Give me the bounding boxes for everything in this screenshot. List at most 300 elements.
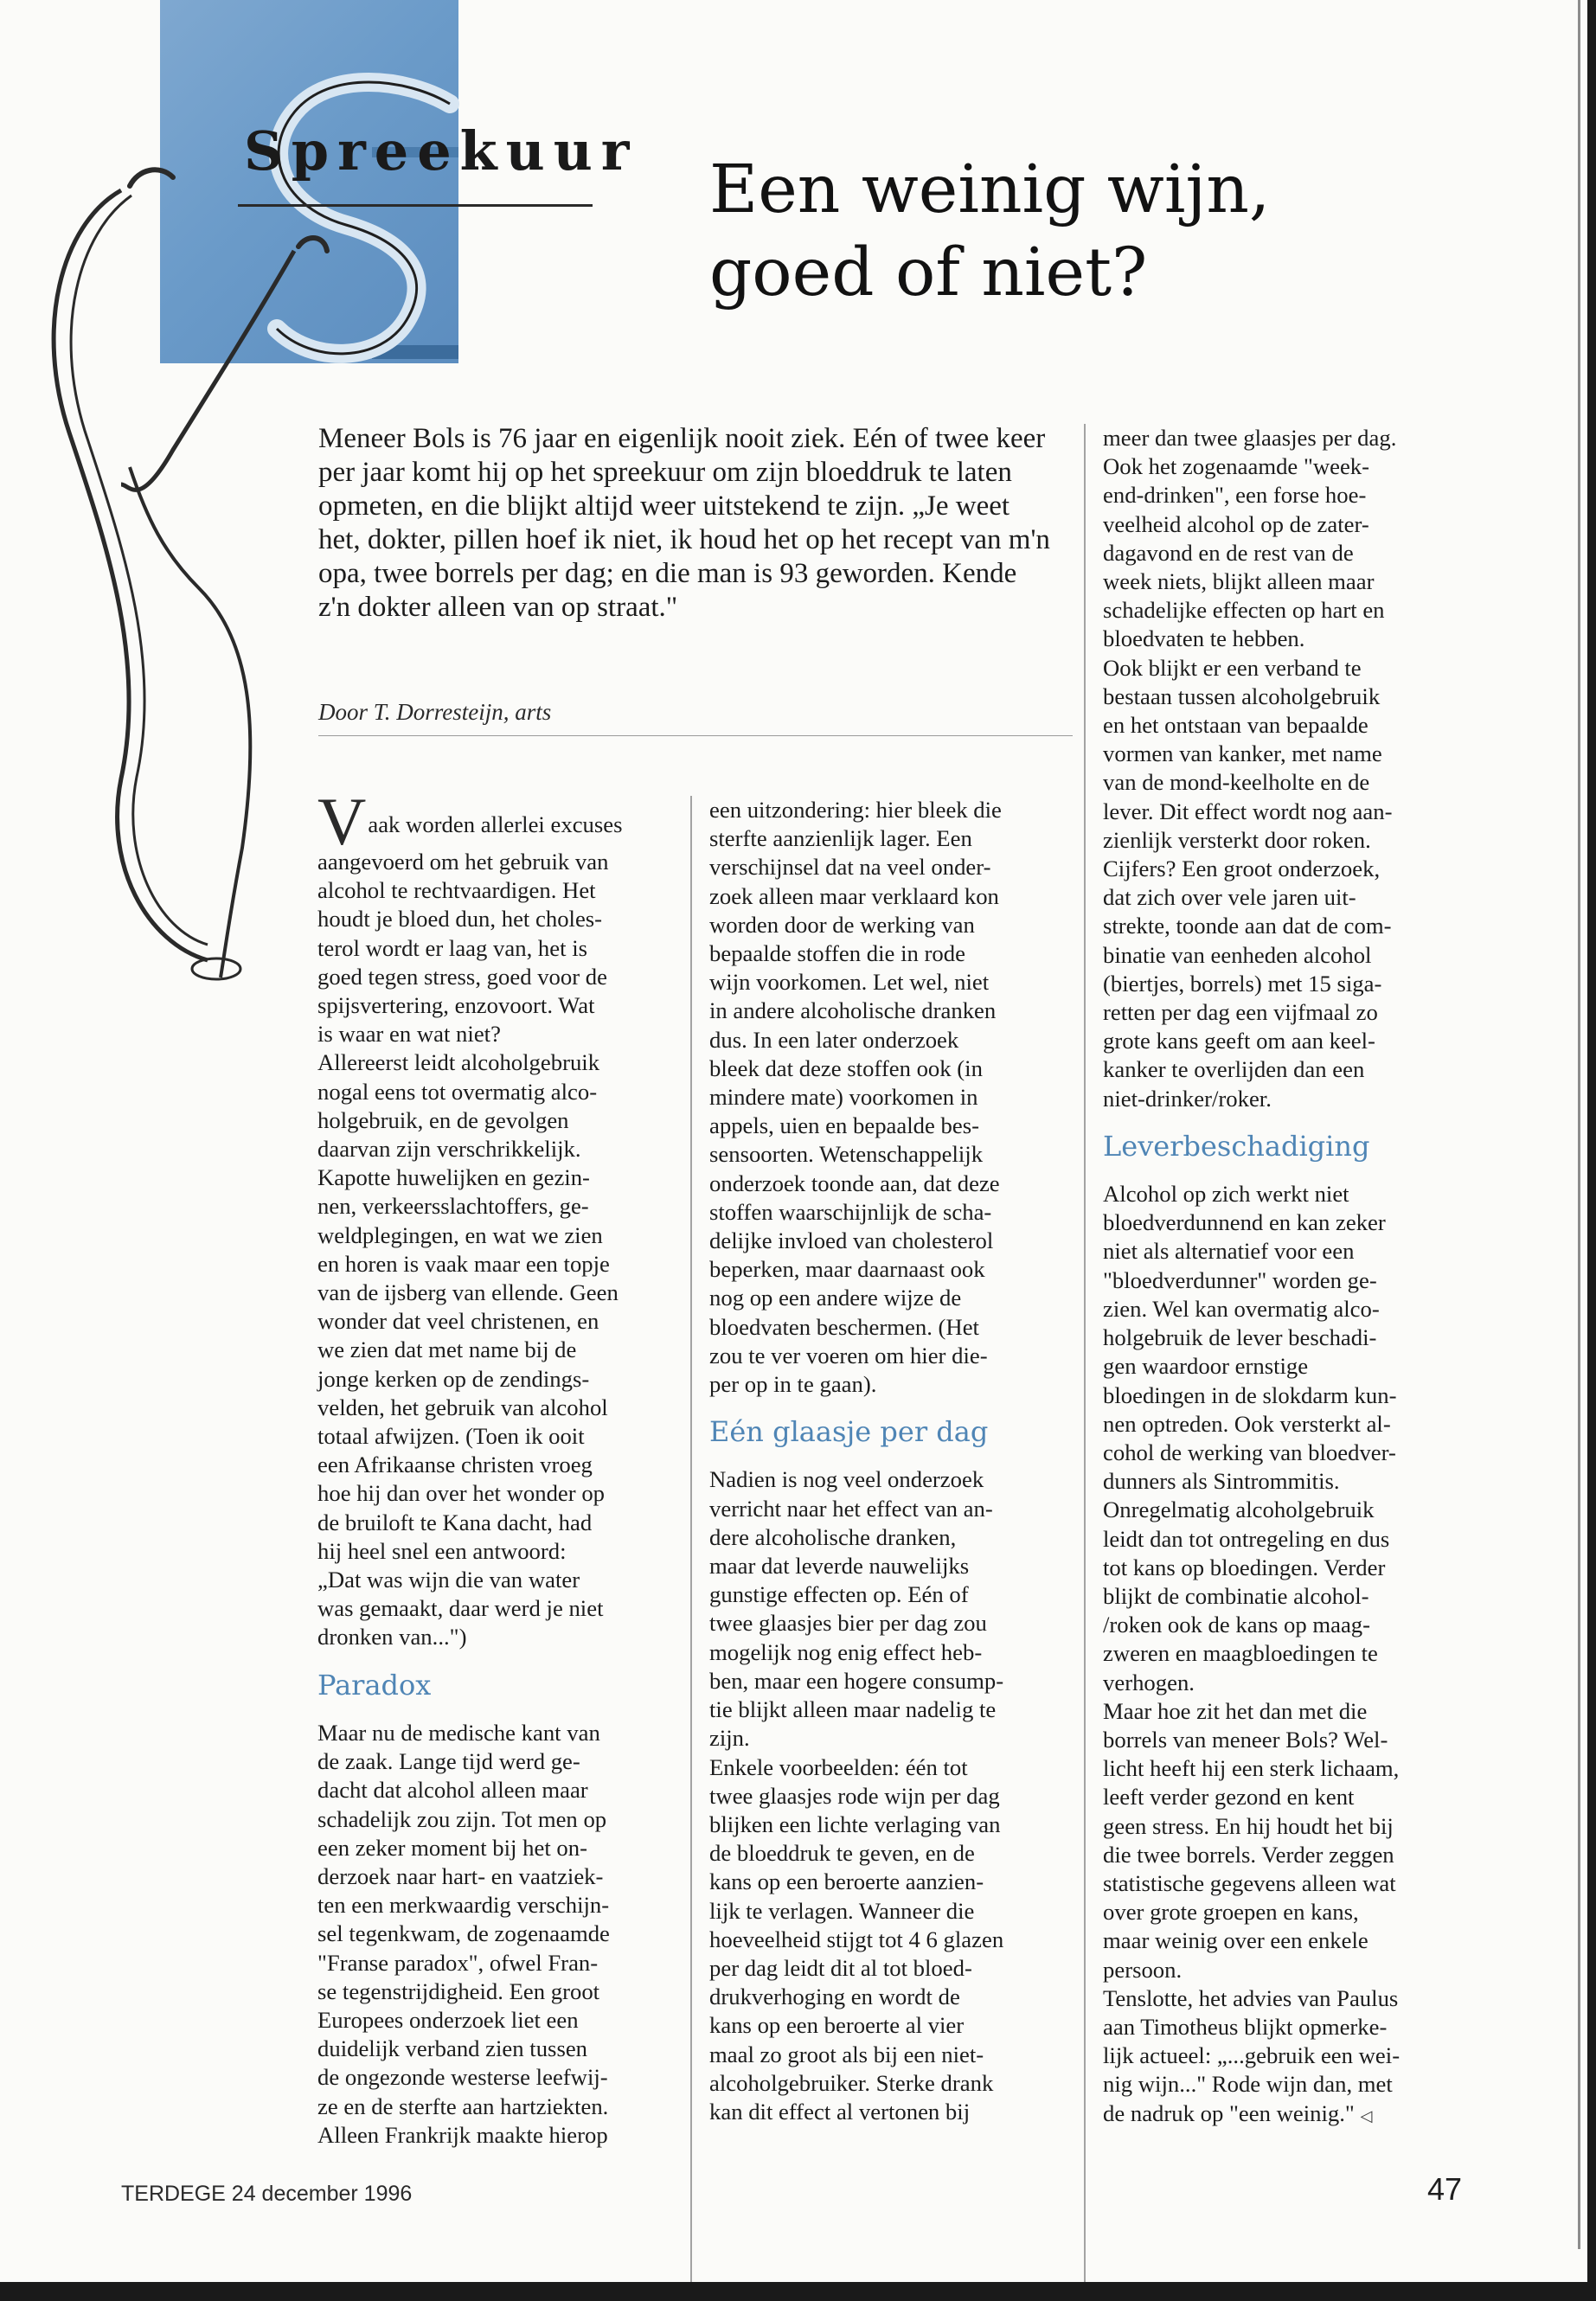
text-line [317,1078,663,1106]
text-line [709,1580,1055,1609]
stethoscope-left-tube [54,190,208,960]
text-line [1103,1525,1466,1554]
text-line-content: wijn voorkomen. Let wel, niet [709,969,990,996]
text-line [1103,1055,1466,1084]
text-line-content: geen stress. En hij houdt het bij [1103,1812,1394,1839]
text-line-content: aak worden allerlei excuses [368,811,623,837]
text-line-content: verricht naar het effect van an- [709,1495,993,1522]
text-line-content: kans op een beroerte aanzien- [709,1868,984,1895]
end-of-article-icon: ◁ [1360,2106,1373,2125]
text-line [1103,1554,1466,1582]
text-line [709,1695,1055,1724]
text-line [1103,2013,1466,2041]
text-line-content: houdt je bloed dun, het choles- [317,906,603,933]
text-line [709,824,1055,853]
text-line [317,1776,663,1804]
intro-paragraph: Meneer Bols is 76 jaar en eigenlijk nooit ziek. Eén of twee keer per jaar komt hij op het spreekuur om zijn bloeddruk te laten opmeten, en die blijkt altijd weer uitstekend te zijn. „Je weet het, dokter, pillen hoef ik niet, ik houd het op het recept van m'n opa, twee borrels per dag; en die man is 93 geworden. Kende z'n dokter alleen van op straat." [318,423,1050,623]
text-line [709,1897,1055,1926]
text-line-content: jonge kerken op de zendings- [317,1365,590,1392]
text-line [1103,798,1466,826]
text-line-content: lever. Dit effect wordt nog aan- [1103,798,1393,824]
text-line [1103,1669,1466,1697]
text-line-content: nen optreden. Ook versterkt al- [1103,1410,1391,1437]
text-line-content: Maar hoe zit het dan met die [1103,1697,1368,1724]
text-line [317,1365,663,1394]
text-line-content: blijkt de combinatie alcohol- [1103,1582,1369,1609]
text-line-content: een zeker moment bij het on- [317,1834,587,1861]
text-line [317,1949,663,1977]
text-line [1103,1496,1466,1524]
text-line [317,1719,663,1747]
text-line-content: dagavond en de rest van de [1103,539,1354,566]
text-line [709,939,1055,968]
text-line-content: per op in te gaan). [709,1371,877,1398]
text-line-content: Onregelmatig alcoholgebruik [1103,1497,1375,1523]
text-line-content: binatie van eenheden alcohol [1103,941,1372,968]
text-line-content: leeft verder gezond en kent [1103,1784,1355,1811]
text-line [1103,1180,1466,1208]
text-line [709,2098,1055,2126]
text-line-content: bloedverdunnend en kan zeker [1103,1209,1386,1236]
text-line [709,1140,1055,1169]
text-line-content: holgebruik, en de gevolgen [317,1106,569,1133]
stethoscope-left-tube-inner [71,195,208,945]
text-line [709,1609,1055,1638]
text-line [1103,1208,1466,1237]
text-line [1103,567,1466,596]
text-line-content: schadelijk zou zijn. Tot men op [317,1805,607,1832]
text-line-content: alcoholgebruiker. Sterke drank [709,2069,994,2096]
text-line-content: Alcohol op zich werkt niet [1103,1181,1349,1208]
text-line [709,1170,1055,1198]
text-line [1103,2041,1466,2070]
text-line-content: alcohol te rechtvaardigen. Het [317,877,596,904]
text-line [317,2121,663,2150]
text-line [317,1163,663,1192]
text-line [709,1054,1055,1083]
text-line-content: worden door de werking van [709,911,975,938]
text-line-content: zienlijk versterkt door roken. [1103,826,1371,853]
text-line [1103,1467,1466,1496]
text-line-content: mindere mate) voorkomen in [709,1084,978,1111]
text-line-content: veelheid alcohol op de zater- [1103,510,1369,537]
text-line [709,1227,1055,1255]
text-line [1103,740,1466,768]
text-line [1103,1352,1466,1381]
text-line [709,1083,1055,1112]
text-line [709,1782,1055,1811]
text-line [1103,1237,1466,1266]
text-line-content: twee glaasjes rode wijn per dag [709,1782,1000,1809]
text-line [317,1977,663,2006]
text-line [709,1638,1055,1667]
text-line [709,1255,1055,1284]
text-line [709,796,1055,824]
text-line-content: wonder dat veel christenen, en [317,1308,599,1335]
text-line-content: hoeveelheid stijgt tot 4 6 glazen [709,1926,1004,1952]
text-line [1103,1869,1466,1898]
text-line-content: week niets, blijkt alleen maar [1103,568,1375,595]
text-line-content: "bloedverdunner" worden ge- [1103,1266,1377,1293]
text-line-content: sensoorten. Wetenschappelijk [709,1141,984,1168]
section-subhead: Eén glaasje per dag [709,1415,989,1449]
text-line [1103,2070,1466,2099]
text-line-content: dacht dat alcohol alleen maar [317,1777,588,1804]
text-line-content: spijsvertering, enzovoort. Wat [317,992,595,1019]
text-line-content: dunners als Sintrommitis. [1103,1468,1340,1495]
scan-edge [1578,0,1580,2249]
text-line-content: sterfte aanzienlijk lager. Een [709,825,972,852]
text-line [1103,826,1466,855]
text-line-content: kanker te overlijden dan een [1103,1056,1365,1083]
text-line-content: meer dan twee glaasjes per dag. [1103,425,1397,451]
text-line [709,853,1055,881]
text-line [317,1135,663,1163]
text-line [1103,1582,1466,1611]
text-line-content: appels, uien en bepaalde bes- [709,1112,979,1139]
section-rubric: Spreekuur [244,119,638,183]
text-line-content: en het ontstaan van bepaalde [1103,712,1368,739]
text-line-content: Allereerst leidt alcoholgebruik [317,1049,600,1076]
text-line [1103,711,1466,740]
rubric-underline [238,204,593,207]
text-line [1103,510,1466,539]
text-line [1103,1841,1466,1869]
text-line-content: ze en de sterfte aan hartziekten. [317,2093,609,2119]
text-line [709,1552,1055,1580]
text-line [709,1523,1055,1552]
text-line [1103,1085,1466,1113]
text-line-content: onderzoek toonde aan, dat deze [709,1170,1000,1196]
text-line-content: persoon. [1103,1956,1183,1983]
column-divider [690,796,692,2301]
text-line-content: bestaan tussen alcoholgebruik [1103,683,1381,709]
text-line-content: derzoek naar hart- en vaatziek- [317,1862,604,1889]
text-line-content: dus. In een later onderzoek [709,1026,959,1053]
text-line [1103,625,1466,653]
text-line-content: kans op een beroerte al vier [709,2012,965,2039]
publication-footer: TERDEGE 24 december 1996 [121,2182,413,2206]
text-line [317,1479,663,1508]
text-line [1103,1381,1466,1410]
text-line-content: de bloeddruk te geven, en de [709,1840,975,1867]
text-line-content: zoek alleen maar verklaard kon [709,882,999,909]
text-line [1103,1611,1466,1639]
text-line-content: Maar nu de medische kant van [317,1719,600,1746]
text-line [317,1048,663,1077]
text-line-content: Tenslotte, het advies van Paulus [1103,1984,1399,2011]
text-line-content: strekte, toonde aan dat de com- [1103,913,1392,939]
text-line [317,1566,663,1594]
text-line [1103,452,1466,481]
text-line [709,1284,1055,1312]
text-line [317,1307,663,1336]
text-line [1103,1639,1466,1668]
text-line-content: maal zo groot als bij een niet- [709,2041,984,2067]
text-line [1103,1984,1466,2013]
text-line-content: tie blijkt alleen maar nadelig te [709,1696,997,1723]
text-line-content: beperken, maar daarnaast ook [709,1256,985,1283]
article-title [709,149,1315,315]
text-line [709,1724,1055,1753]
text-line-content: delijke invloed van cholesterol [709,1227,994,1254]
text-line-content: nen, verkeersslachtoffers, ge- [317,1193,589,1220]
text-line [1103,1898,1466,1926]
text-line-content: maar dat leverde nauwelijks [709,1553,970,1580]
text-line-content: nogal eens tot overmatig alco- [317,1078,598,1105]
text-line-content: we zien dat met name bij de [317,1336,577,1363]
text-line-content: bleek dat deze stoffen ook (in [709,1054,983,1081]
text-line [709,1112,1055,1140]
text-line-content: per dag leidt dit al tot bloed- [709,1954,972,1981]
text-line-content: was gemaakt, daar werd je niet [317,1595,604,1622]
text-line [317,1192,663,1221]
text-line-content: nig wijn..." Rode wijn dan, met [1103,2071,1393,2098]
text-line-content: verhogen. [1103,1669,1195,1695]
text-line-content: hij heel snel een antwoord: [317,1537,567,1564]
title-line-1: Een weinig wijn, [709,151,1271,228]
text-line-content: velden, het gebruik van alcohol [317,1394,608,1420]
text-line-content: borrels van meneer Bols? Wel- [1103,1726,1388,1753]
text-line [1103,912,1466,940]
text-line [1103,481,1466,510]
text-line-content: mogelijk nog enig effect heb- [709,1638,983,1665]
text-line-content: zou te ver voeren om hier die- [709,1342,988,1368]
text-line [709,1495,1055,1523]
text-line-content: (biertjes, borrels) met 15 siga- [1103,970,1382,997]
text-line-content: hoe hij dan over het wonder op [317,1480,606,1507]
text-line-content: aangevoerd om het gebruik van [317,849,609,875]
text-line [317,1594,663,1623]
text-line-content: kan dit effect al vertonen bij [709,2098,971,2125]
text-line [709,1026,1055,1054]
title-line-2: goed of niet? [709,234,1148,311]
stethoscope-chestpiece [192,958,240,979]
text-line [1103,768,1466,797]
text-line-content: die twee borrels. Verder zeggen [1103,1841,1394,1868]
section-subhead: Paradox [317,1668,432,1702]
text-line [317,1509,663,1537]
text-line [1103,970,1466,998]
text-line [1103,1295,1466,1324]
text-line [317,1834,663,1862]
text-line-content: lijk te verlagen. Wanneer die [709,1897,975,1924]
text-line-content: Europees onderzoek liet een [317,2006,579,2033]
text-line [1103,1266,1466,1295]
text-line [709,1839,1055,1868]
text-line-content: zijn. [709,1725,750,1752]
text-line [1103,2099,1466,2131]
text-line-content: niet-drinker/roker. [1103,1085,1272,1112]
text-line-content: nog op een andere wijze de [709,1285,962,1311]
text-line-content: terol wordt er laag van, het is [317,934,587,961]
text-line [317,2035,663,2063]
text-line-content: dronken van...") [317,1624,467,1650]
text-line-content: bepaalde stoffen die in rode [709,940,965,967]
text-line-content: holgebruik de lever beschadi- [1103,1324,1377,1351]
text-line [1103,941,1466,970]
text-line-content: goed tegen stress, goed voor de [317,963,607,990]
text-line-content: een uitzondering: hier bleek die [709,797,1002,823]
text-line [317,1920,663,1948]
text-line [709,1811,1055,1839]
text-line [317,1537,663,1566]
text-line-content: zweren en maagbloedingen te [1103,1640,1378,1667]
text-line-content: end-drinken", een forse hoe- [1103,482,1367,509]
text-line-content: cohol de werking van bloedver- [1103,1439,1396,1465]
text-line-content: maar weinig over een enkele [1103,1927,1368,1954]
text-line-content: bloedingen in de slokdarm kun- [1103,1381,1397,1408]
text-line [709,1954,1055,1983]
text-line-content: tot kans op bloedingen. Verder [1103,1554,1386,1580]
text-line [317,1422,663,1451]
text-line [1103,1324,1466,1352]
text-line-content: verschijnsel dat na veel onder- [709,854,991,881]
text-line [317,1747,663,1776]
text-line [709,1198,1055,1227]
text-line [1103,1439,1466,1467]
text-line [1103,883,1466,912]
text-line-content: gen waardoor ernstige [1103,1353,1309,1380]
text-line [709,1465,1055,1494]
text-line-content: aan Timotheus blijkt opmerke- [1103,2013,1388,2040]
text-line-content: niet als alternatief voor een [1103,1238,1355,1265]
text-line-content: weldplegingen, en wat we zien [317,1221,603,1248]
stethoscope-y-junction [130,467,250,977]
text-line [317,1221,663,1250]
text-line-content: in andere alcoholische dranken [709,997,997,1024]
text-line [317,1623,663,1651]
text-line-content: duidelijk verband zien tussen [317,2035,588,2062]
text-line [1103,1410,1466,1439]
text-line [1103,539,1466,567]
text-line [709,1983,1055,2011]
text-line [1103,1726,1466,1754]
text-line-content: de bruiloft te Kana dacht, had [317,1509,593,1535]
text-line-content: Cijfers? Een groot onderzoek, [1103,856,1381,882]
text-line-content: statistische gegevens alleen wat [1103,1869,1396,1896]
column-divider [1084,424,1086,2301]
text-line-content: retten per dag een vijfmaal zo [1103,999,1378,1026]
section-subhead: Leverbeschadiging [1103,1129,1370,1163]
text-line-content: totaal afwijzen. (Toen ik ooit [317,1423,585,1450]
text-line [1103,1754,1466,1783]
text-line-content: een Afrikaanse christen vroeg [317,1452,593,1478]
text-line [317,1250,663,1279]
text-line [317,1336,663,1364]
text-line [1103,1697,1466,1726]
text-line [317,1862,663,1891]
text-line-content: blijken een lichte verlaging van [709,1811,1001,1837]
scan-edge [0,2282,1596,2301]
text-line-content: licht heeft hij een sterk lichaam, [1103,1755,1400,1782]
text-line-content: de zaak. Lange tijd werd ge- [317,1748,580,1775]
text-line [709,1667,1055,1695]
text-line-content: vormen van kanker, met name [1103,740,1382,767]
text-line [709,882,1055,911]
text-line [709,1926,1055,1954]
text-line-content: lijk actueel: „...gebruik een wei- [1103,2042,1401,2069]
text-line [1103,1783,1466,1811]
text-line-content: gunstige effecten op. Eén of [709,1581,969,1608]
text-line [1103,424,1466,452]
text-line-content: bloedvaten beschermen. (Het [709,1313,979,1340]
text-line-content: Enkele voorbeelden: één tot [709,1753,968,1780]
text-line [709,1313,1055,1342]
text-line [317,1106,663,1135]
text-line [317,1805,663,1834]
text-line-content: Ook het zogenaamde "week- [1103,453,1370,480]
text-line [709,997,1055,1025]
text-line [1103,1812,1466,1841]
text-line-content: de ongezonde westerse leefwij- [317,2064,608,2091]
text-line [1103,683,1466,711]
text-line-content: is waar en wat niet? [317,1021,501,1048]
text-line [1103,998,1466,1027]
text-line [1103,855,1466,883]
text-line-content: van de ijsberg van ellende. Geen [317,1279,619,1306]
text-line [709,1370,1055,1399]
text-line-content: /roken ook de kans op maag- [1103,1612,1371,1638]
text-line-content: stoffen waarschijnlijk de scha- [709,1198,992,1225]
text-line [1103,596,1466,625]
text-line-content: „Dat was wijn die van water [317,1567,580,1593]
text-line-content: twee glaasjes bier per dag zou [709,1610,987,1637]
text-line [1103,1956,1466,1984]
text-line-content: Kapotte huwelijken en gezin- [317,1164,590,1191]
text-line [709,2011,1055,2040]
text-line [317,2006,663,2035]
drop-cap: V [317,784,367,859]
text-line-content: leidt dan tot ontregeling en dus [1103,1525,1390,1552]
column-right [1103,424,1466,2131]
text-line [1103,654,1466,683]
text-line-content: sel tegenkwam, de zogenaamde [317,1920,610,1947]
text-line-content: ten een merkwaardig verschijn- [317,1892,610,1919]
text-line [709,968,1055,997]
text-line-content: grote kans geeft om aan keel- [1103,1028,1375,1054]
text-line-content: dere alcoholische dranken, [709,1523,957,1550]
text-line-content: dat zich over vele jaren uit- [1103,884,1356,911]
text-line-content: "Franse paradox", ofwel Fran- [317,1949,599,1976]
text-line [709,911,1055,939]
text-line [1103,1027,1466,1055]
stethoscope-right-tube [121,251,294,490]
page-number: 47 [1427,2171,1463,2207]
scan-edge [1587,0,1596,2301]
text-line-content: Nadien is nog veel onderzoek [709,1466,984,1493]
text-line-content: bloedvaten te hebben. [1103,625,1305,652]
text-line [317,1279,663,1307]
text-line-content: de nadruk op "een weinig." [1103,2099,1355,2126]
text-line [709,1753,1055,1782]
text-line [709,1342,1055,1370]
text-line-content: ben, maar een hogere consump- [709,1667,1004,1694]
text-line [317,1394,663,1422]
text-line-content: se tegenstrijdigheid. Een groot [317,1977,600,2004]
text-line [317,2093,663,2121]
text-line-content: over grote groepen en kans, [1103,1899,1359,1926]
text-line-content: daarvan zijn verschrikkelijk. [317,1136,581,1163]
text-line-content: en horen is vaak maar een topje [317,1250,610,1277]
text-line-content: zien. Wel kan overmatig alco- [1103,1295,1380,1322]
text-line [317,1451,663,1479]
text-line [317,1891,663,1920]
text-line-content: schadelijke effecten op hart en [1103,597,1385,624]
author-byline: Door T. Dorresteijn, arts [318,699,552,725]
text-line-content: Alleen Frankrijk maakte hierop [317,2121,608,2148]
text-line-content: Ook blijkt er een verband te [1103,654,1362,681]
